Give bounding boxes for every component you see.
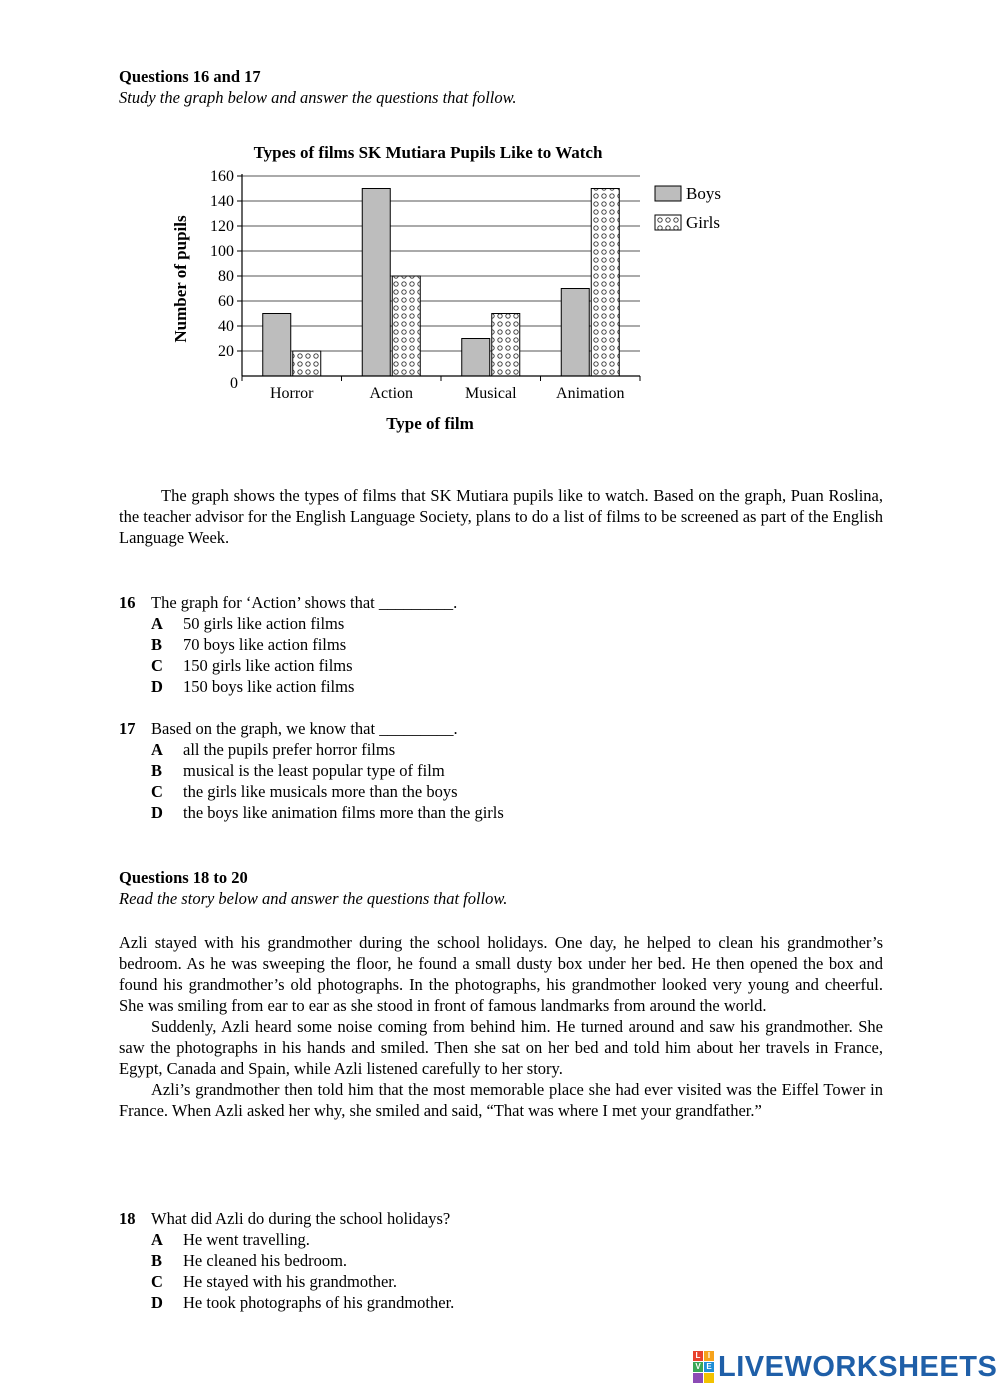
y-tick-label: 0 <box>230 375 238 392</box>
question-17 <box>119 718 819 823</box>
question-number: 18 <box>119 1209 136 1228</box>
option-a[interactable] <box>119 1229 819 1250</box>
question-text: The graph for ‘Action’ shows that _________. <box>151 593 458 612</box>
question-stem <box>119 1208 819 1229</box>
question-stem <box>119 718 819 739</box>
section-instruction: Study the graph below and answer the questions that follow. <box>119 88 517 107</box>
question-number: 16 <box>119 593 136 612</box>
question-text: What did Azli do during the school holidays? <box>151 1209 451 1228</box>
legend-label-boys: Boys <box>686 184 721 203</box>
legend <box>655 184 721 232</box>
option-text: 70 boys like action films <box>183 635 347 654</box>
section-header-18-20 <box>119 867 507 909</box>
bar-boys-animation <box>561 289 589 377</box>
x-tick-labels <box>270 385 624 402</box>
bars <box>263 189 620 377</box>
y-axis-label: Number of pupils <box>171 215 190 343</box>
option-c[interactable] <box>119 781 819 802</box>
story-paragraph-1: Azli stayed with his grandmother during the school holidays. One day, he helped to clean his grandmother’s bedroom. As he was sweeping the floor, he found a small dusty box under her bed. He then opened the box and found his grandmother’s old photographs. In the photographs, his grandmother looked very young and cheerful. She was smiling from ear to ear as she stood in front of famous landmarks from around the world. <box>119 933 883 1015</box>
option-letter: D <box>151 677 163 696</box>
option-text: He stayed with his grandmother. <box>183 1272 398 1291</box>
intro-text: The graph shows the types of films that SK Mutiara pupils like to watch. Based on the graph, Puan Roslina, the teacher advisor for the English Language Society, plans to do a list of films to be screened as part of the English Language Week. <box>119 486 883 547</box>
option-text: 50 girls like action films <box>183 614 345 633</box>
y-tick-label: 80 <box>218 268 234 285</box>
y-tick-label: 120 <box>210 218 234 235</box>
question-number: 17 <box>119 719 136 738</box>
option-d[interactable] <box>119 1292 819 1313</box>
bar-boys-horror <box>263 314 291 377</box>
legend-swatch-girls <box>655 215 681 230</box>
logo-tile: E <box>704 1362 714 1372</box>
option-a[interactable] <box>119 613 819 634</box>
logo-tile <box>704 1373 714 1383</box>
bar-chart <box>160 136 760 446</box>
chart-title: Types of films SK Mutiara Pupils Like to Watch <box>253 143 603 162</box>
y-tick-label: 100 <box>210 243 234 260</box>
option-letter: C <box>151 782 163 801</box>
y-tick-label: 60 <box>218 293 234 310</box>
bar-boys-action <box>362 189 390 377</box>
option-text: 150 girls like action films <box>183 656 353 675</box>
option-text: the boys like animation films more than the girls <box>183 803 504 822</box>
section-instruction: Read the story below and answer the questions that follow. <box>119 889 508 908</box>
bar-girls-horror <box>293 351 321 376</box>
option-letter: C <box>151 656 163 675</box>
legend-swatch-boys <box>655 186 681 201</box>
bar-girls-action <box>392 276 420 376</box>
option-letter: D <box>151 1293 163 1312</box>
option-letter: A <box>151 614 163 633</box>
y-tick-label: 140 <box>210 193 234 210</box>
logo-tile: L <box>693 1351 703 1361</box>
question-text: Based on the graph, we know that _________. <box>151 719 458 738</box>
y-tick-labels <box>210 168 238 392</box>
option-c[interactable] <box>119 655 819 676</box>
option-letter: C <box>151 1272 163 1291</box>
option-letter: A <box>151 1230 163 1249</box>
option-text: all the pupils prefer horror films <box>183 740 396 759</box>
option-text: He cleaned his bedroom. <box>183 1251 348 1270</box>
option-letter: B <box>151 635 163 654</box>
section-header-16-17 <box>119 66 517 108</box>
section-heading: Questions 16 and 17 <box>119 67 261 86</box>
option-a[interactable] <box>119 739 819 760</box>
option-letter: B <box>151 761 163 780</box>
story-paragraph-2: Suddenly, Azli heard some noise coming from behind him. He turned around and saw his grandmother. She saw the photographs in his hands and smiled. Then she sat on her bed and told him about her travels in France, Egypt, Canada and Spain, while Azli listened carefully to her story. <box>119 1017 883 1078</box>
question-16 <box>119 592 819 697</box>
liveworksheets-logo[interactable] <box>693 1350 997 1384</box>
option-b[interactable] <box>119 634 819 655</box>
option-text: He went travelling. <box>183 1230 310 1249</box>
question-stem <box>119 592 819 613</box>
option-b[interactable] <box>119 760 819 781</box>
option-letter: A <box>151 740 163 759</box>
bar-girls-animation <box>591 189 619 377</box>
legend-label-girls: Girls <box>686 213 720 232</box>
x-tick-label: Action <box>369 385 414 402</box>
bar-boys-musical <box>462 339 490 377</box>
story-paragraph-3: Azli’s grandmother then told him that the most memorable place she had ever visited was the Eiffel Tower in France. When Azli asked her why, she smiled and said, “That was where I met your grandfather.” <box>119 1080 883 1120</box>
logo-tile <box>693 1373 703 1383</box>
bar-girls-musical <box>492 314 520 377</box>
x-tick-label: Animation <box>556 385 625 402</box>
option-c[interactable] <box>119 1271 819 1292</box>
intro-paragraph <box>119 485 883 548</box>
question-18 <box>119 1208 819 1313</box>
option-letter: D <box>151 803 163 822</box>
option-text: musical is the least popular type of film <box>183 761 445 780</box>
y-tick-label: 160 <box>210 168 234 185</box>
option-b[interactable] <box>119 1250 819 1271</box>
story <box>119 932 883 1121</box>
option-text: He took photographs of his grandmother. <box>183 1293 455 1312</box>
section-heading: Questions 18 to 20 <box>119 868 248 887</box>
x-tick-label: Horror <box>269 385 314 402</box>
option-d[interactable] <box>119 676 819 697</box>
y-tick-label: 20 <box>218 343 234 360</box>
option-letter: B <box>151 1251 163 1270</box>
x-axis-label: Type of film <box>386 414 474 433</box>
y-tick-label: 40 <box>218 318 234 335</box>
logo-mark-icon <box>693 1351 714 1383</box>
logo-tile: I <box>704 1351 714 1361</box>
option-text: the girls like musicals more than the boys <box>183 782 458 801</box>
option-text: 150 boys like action films <box>183 677 355 696</box>
option-d[interactable] <box>119 802 819 823</box>
logo-tile: V <box>693 1362 703 1372</box>
logo-text: LIVEWORKSHEETS <box>718 1350 998 1383</box>
x-tick-label: Musical <box>464 385 517 402</box>
